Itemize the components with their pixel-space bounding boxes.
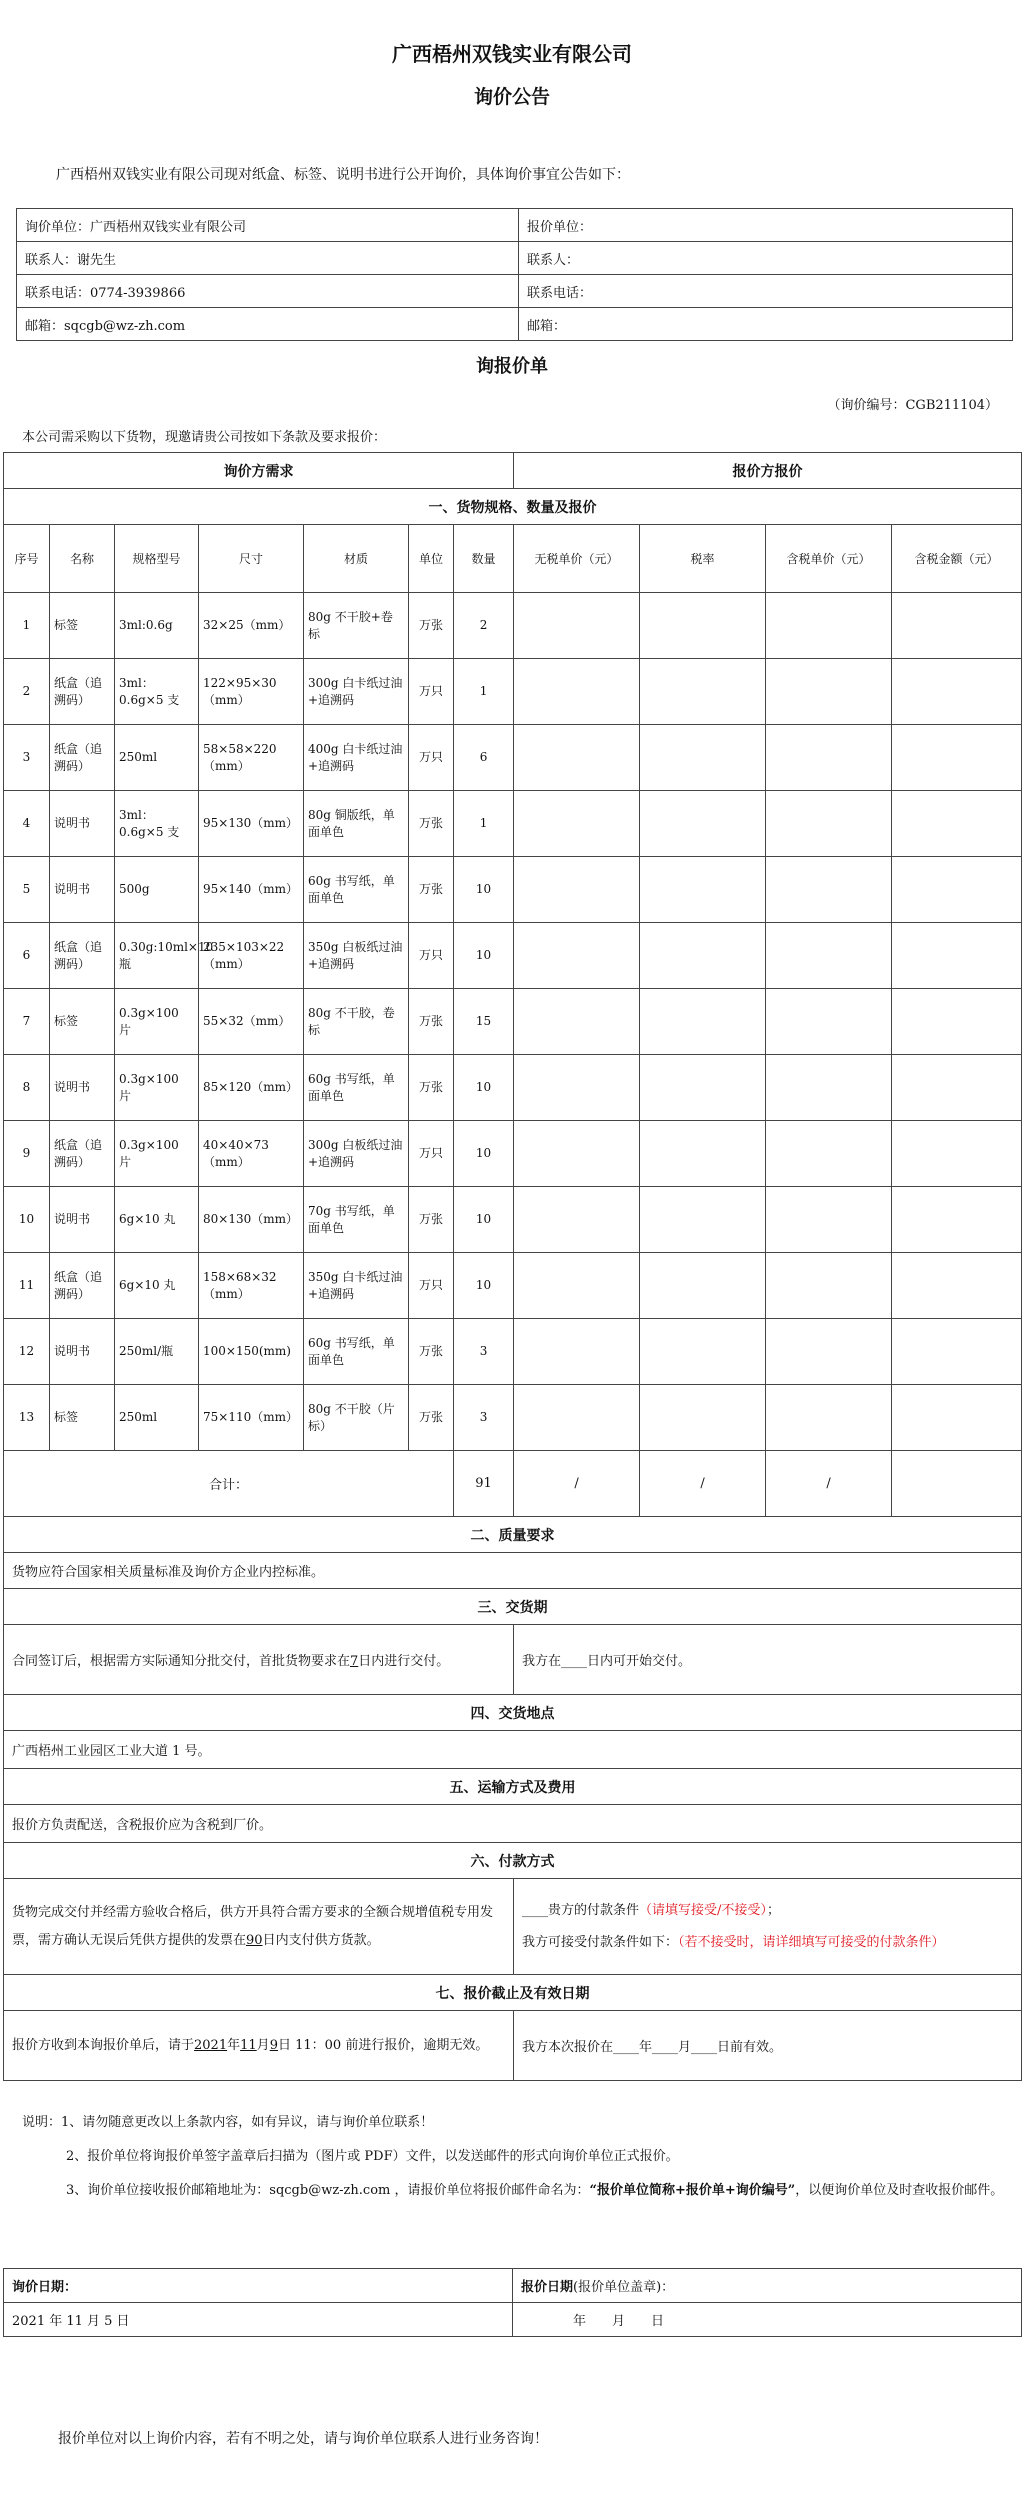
offer-date-label (513, 2269, 1022, 2303)
cell-tax-rate[interactable] (640, 1319, 766, 1385)
cell-no: 1 (4, 593, 50, 659)
deadline-text-b: 日 11：00 前进行报价，逾期无效。 (277, 2037, 489, 2053)
cell-name: 纸盒（追溯码） (50, 1121, 115, 1187)
cell-price-with-tax[interactable] (766, 1121, 892, 1187)
cell-name: 说明书 (50, 1319, 115, 1385)
cell-price-with-tax[interactable] (766, 791, 892, 857)
cell-price-no-tax[interactable] (514, 989, 640, 1055)
cell-tax-rate[interactable] (640, 923, 766, 989)
delivery-demand (4, 1625, 514, 1695)
section-2-title: 二、质量要求 (4, 1517, 1022, 1553)
cell-amount-with-tax[interactable] (892, 1253, 1022, 1319)
email-right[interactable]: 邮箱： (519, 308, 1013, 341)
inquiry-date-value: 2021 年 11 月 5 日 (4, 2303, 513, 2337)
col-header: 规格型号 (115, 525, 199, 593)
delivery-text-b: 日内进行交付。 (358, 1654, 450, 1669)
cell-size: 100×150(mm) (199, 1319, 304, 1385)
cell-price-no-tax[interactable] (514, 791, 640, 857)
table-row (4, 1385, 1022, 1451)
cell-amount-with-tax[interactable] (892, 1055, 1022, 1121)
cell-tax-rate[interactable] (640, 1385, 766, 1451)
cell-price-with-tax[interactable] (766, 1187, 892, 1253)
total-slash-2: / (640, 1451, 766, 1517)
cell-price-no-tax[interactable] (514, 725, 640, 791)
col-header: 无税单价（元） (514, 525, 640, 593)
note-3-a: 3、询价单位接收报价邮箱地址为：sqcgb@wz-zh.com ，请报价单位将报价邮件命名为： (66, 2183, 590, 2198)
cell-material: 60g 书写纸，单面单色 (304, 1055, 409, 1121)
table-row (4, 1319, 1022, 1385)
table-row (4, 857, 1022, 923)
contact-right[interactable]: 联系人： (519, 242, 1013, 275)
cell-price-with-tax[interactable] (766, 1385, 892, 1451)
phone-right[interactable]: 联系电话： (519, 275, 1013, 308)
delivery-days: 7 (350, 1654, 359, 1669)
cell-spec: 250ml (115, 1385, 199, 1451)
cell-tax-rate[interactable] (640, 791, 766, 857)
cell-material: 70g 书写纸，单面单色 (304, 1187, 409, 1253)
col-header: 单位 (409, 525, 454, 593)
cell-qty: 10 (454, 1121, 514, 1187)
cell-spec: 3ml:0.6g (115, 593, 199, 659)
lead-text: 本公司需采购以下货物，现邀请贵公司按如下条款及要求报价： (22, 430, 387, 445)
demand-header: 询价方需求 (4, 453, 514, 489)
section-3-title: 三、交货期 (4, 1589, 1022, 1625)
cell-spec: 6g×10 丸 (115, 1253, 199, 1319)
cell-unit: 万张 (409, 1385, 454, 1451)
cell-price-no-tax[interactable] (514, 857, 640, 923)
cell-size: 75×110（mm） (199, 1385, 304, 1451)
cell-unit: 万只 (409, 1121, 454, 1187)
payment-offer[interactable] (514, 1879, 1022, 1975)
cell-name: 标签 (50, 989, 115, 1055)
item-rows (4, 593, 1022, 1451)
cell-spec: 0.3g×100 片 (115, 989, 199, 1055)
cell-unit: 万张 (409, 857, 454, 923)
cell-spec: 0.3g×100 片 (115, 1121, 199, 1187)
payment-offer-line-1 (522, 1895, 1017, 1927)
cell-size: 32×25（mm） (199, 593, 304, 659)
cell-size: 158×68×32（mm） (199, 1253, 304, 1319)
cell-spec: 0.30g:10ml×10 瓶 (115, 923, 199, 989)
col-header: 含税单价（元） (766, 525, 892, 593)
total-amount[interactable] (892, 1451, 1022, 1517)
cell-name: 纸盒（追溯码） (50, 1253, 115, 1319)
cell-size: 95×140（mm） (199, 857, 304, 923)
cell-tax-rate[interactable] (640, 1055, 766, 1121)
notes (22, 2112, 1012, 2214)
table-row (4, 1055, 1022, 1121)
col-header: 名称 (50, 525, 115, 593)
cell-spec: 3ml：0.6g×5 支 (115, 659, 199, 725)
offer-date-note: (报价单位盖章)： (573, 2280, 675, 2295)
cell-no: 2 (4, 659, 50, 725)
section-6-title: 六、付款方式 (4, 1843, 1022, 1879)
cell-no: 6 (4, 923, 50, 989)
cell-tax-rate[interactable] (640, 593, 766, 659)
cell-name: 标签 (50, 593, 115, 659)
cell-name: 纸盒（追溯码） (50, 659, 115, 725)
cell-tax-rate[interactable] (640, 857, 766, 923)
cell-tax-rate[interactable] (640, 1121, 766, 1187)
email-left: 邮箱：sqcgb@wz-zh.com (17, 308, 519, 341)
contact-left: 联系人：谢先生 (17, 242, 519, 275)
cell-material: 60g 书写纸，单面单色 (304, 857, 409, 923)
inquirer-cell: 询价单位：广西梧州双钱实业有限公司 (17, 209, 519, 242)
cell-no: 10 (4, 1187, 50, 1253)
cell-amount-with-tax[interactable] (892, 791, 1022, 857)
cell-name: 说明书 (50, 1187, 115, 1253)
cell-no: 11 (4, 1253, 50, 1319)
col-header: 材质 (304, 525, 409, 593)
cell-material: 350g 白卡纸过油+追溯码 (304, 1253, 409, 1319)
cell-qty: 3 (454, 1319, 514, 1385)
cell-amount-with-tax[interactable] (892, 1385, 1022, 1451)
cell-material: 80g 铜版纸，单面单色 (304, 791, 409, 857)
cell-tax-rate[interactable] (640, 1253, 766, 1319)
deadline-year-unit: 年 (227, 2037, 241, 2053)
cell-no: 9 (4, 1121, 50, 1187)
cell-price-with-tax[interactable] (766, 923, 892, 989)
payment-days: 90 (246, 1932, 263, 1948)
cell-price-no-tax[interactable] (514, 1187, 640, 1253)
cell-price-with-tax[interactable] (766, 593, 892, 659)
cell-qty: 2 (454, 593, 514, 659)
cell-price-no-tax[interactable] (514, 1055, 640, 1121)
cell-material: 80g 不干胶（片标） (304, 1385, 409, 1451)
cell-material: 350g 白板纸过油+追溯码 (304, 923, 409, 989)
cell-no: 4 (4, 791, 50, 857)
cell-material: 400g 白卡纸过油+追溯码 (304, 725, 409, 791)
cell-price-with-tax[interactable] (766, 725, 892, 791)
inquiry-date-label: 询价日期： (4, 2269, 513, 2303)
quote-number: （询价编号：CGB211104） (827, 398, 998, 413)
payment-demand (4, 1879, 514, 1975)
cell-name: 纸盒（追溯码） (50, 923, 115, 989)
cell-unit: 万只 (409, 659, 454, 725)
table-row (4, 593, 1022, 659)
payment-text-a: 货物完成交付并经需方验收合格后，供方开具符合需方要求的全额合规增值税专用发票，需方确认无误后凭供方提供的发票在 (12, 1904, 494, 1948)
company-title: 广西梧州双钱实业有限公司 (392, 42, 632, 66)
offer-header: 报价方报价 (514, 453, 1022, 489)
cell-tax-rate[interactable] (640, 659, 766, 725)
cell-amount-with-tax[interactable] (892, 1187, 1022, 1253)
notice-title: 询价公告 (473, 86, 550, 108)
cell-spec: 250ml/瓶 (115, 1319, 199, 1385)
cell-price-no-tax[interactable] (514, 1253, 640, 1319)
cell-price-no-tax[interactable] (514, 923, 640, 989)
section-4-title: 四、交货地点 (4, 1695, 1022, 1731)
col-header: 含税金额（元） (892, 525, 1022, 593)
cell-qty: 10 (454, 923, 514, 989)
delivery-text-a: 合同签订后，根据需方实际通知分批交付，首批货物要求在 (12, 1654, 351, 1669)
cell-name: 说明书 (50, 791, 115, 857)
payment-offer-2: 我方可接受付款条件如下： (522, 1934, 679, 1950)
table-row (4, 1121, 1022, 1187)
deadline-month: 11 (240, 2037, 257, 2053)
cell-unit: 万张 (409, 1187, 454, 1253)
deadline-text (4, 2011, 514, 2081)
deadline-text-a: 报价方收到本询报价单后，请于 (12, 2037, 195, 2053)
cell-price-with-tax[interactable] (766, 1319, 892, 1385)
cell-amount-with-tax[interactable] (892, 989, 1022, 1055)
col-header: 数量 (454, 525, 514, 593)
cell-spec: 250ml (115, 725, 199, 791)
cell-amount-with-tax[interactable] (892, 659, 1022, 725)
cell-amount-with-tax[interactable] (892, 1121, 1022, 1187)
cell-qty: 3 (454, 1385, 514, 1451)
cell-no: 3 (4, 725, 50, 791)
col-header: 序号 (4, 525, 50, 593)
deadline-year: 2021 (194, 2037, 228, 2053)
cell-name: 纸盒（追溯码） (50, 725, 115, 791)
quote-sheet-title: 询报价单 (476, 356, 548, 377)
cell-price-with-tax[interactable] (766, 1055, 892, 1121)
total-slash-1: / (514, 1451, 640, 1517)
section-1-title: 一、货物规格、数量及报价 (4, 489, 1022, 525)
table-row (4, 989, 1022, 1055)
cell-unit: 万张 (409, 989, 454, 1055)
cell-amount-with-tax[interactable] (892, 857, 1022, 923)
place-text: 广西梧州工业园区工业大道 1 号。 (4, 1731, 1022, 1769)
table-row (4, 1187, 1022, 1253)
payment-offer-1-hint: （请填写接受/不接受） (639, 1902, 767, 1918)
table-row (4, 725, 1022, 791)
cell-qty: 10 (454, 1055, 514, 1121)
payment-offer-line-2 (522, 1927, 1017, 1959)
cell-size: 95×130（mm） (199, 791, 304, 857)
cell-price-with-tax[interactable] (766, 989, 892, 1055)
transport-text: 报价方负责配送，含税报价应为含税到厂价。 (4, 1805, 1022, 1843)
payment-offer-1: ____贵方的付款条件 (522, 1902, 640, 1918)
cell-no: 8 (4, 1055, 50, 1121)
note-2: 2、报价单位将询报价单签字盖章后扫描为（图片或 PDF）文件，以发送邮件的形式向询价单位正式报价。 (66, 2149, 679, 2164)
cell-price-no-tax[interactable] (514, 1121, 640, 1187)
cell-price-with-tax[interactable] (766, 659, 892, 725)
cell-qty: 1 (454, 791, 514, 857)
cell-spec: 3ml：0.6g×5 支 (115, 791, 199, 857)
cell-spec: 6g×10 丸 (115, 1187, 199, 1253)
cell-spec: 0.3g×100 片 (115, 1055, 199, 1121)
cell-price-no-tax[interactable] (514, 593, 640, 659)
cell-amount-with-tax[interactable] (892, 593, 1022, 659)
table-row (4, 923, 1022, 989)
cell-price-with-tax[interactable] (766, 1253, 892, 1319)
cell-size: 40×40×73（mm） (199, 1121, 304, 1187)
cell-qty: 10 (454, 1187, 514, 1253)
date-table (3, 2268, 1022, 2337)
cell-size: 58×58×220（mm） (199, 725, 304, 791)
quoter-cell[interactable]: 报价单位： (519, 209, 1013, 242)
cell-amount-with-tax[interactable] (892, 725, 1022, 791)
cell-material: 60g 书写纸，单面单色 (304, 1319, 409, 1385)
cell-no: 12 (4, 1319, 50, 1385)
cell-price-with-tax[interactable] (766, 857, 892, 923)
total-slash-3: / (766, 1451, 892, 1517)
cell-price-no-tax[interactable] (514, 1319, 640, 1385)
section-7-title: 七、报价截止及有效日期 (4, 1975, 1022, 2011)
cell-unit: 万张 (409, 1055, 454, 1121)
cell-name: 说明书 (50, 857, 115, 923)
cell-unit: 万只 (409, 725, 454, 791)
cell-unit: 万张 (409, 593, 454, 659)
cell-size: 122×95×30（mm） (199, 659, 304, 725)
offer-date-label-text: 报价日期 (521, 2280, 574, 2295)
cell-amount-with-tax[interactable] (892, 1319, 1022, 1385)
offer-date-value[interactable]: 年 月 日 (513, 2303, 1022, 2337)
cell-unit: 万张 (409, 1319, 454, 1385)
note-3-b: “报价单位简称+报价单+询价编号” (589, 2183, 796, 2198)
cell-no: 7 (4, 989, 50, 1055)
table-row (4, 659, 1022, 725)
column-header-row (4, 525, 1022, 593)
cell-price-no-tax[interactable] (514, 659, 640, 725)
cell-spec: 500g (115, 857, 199, 923)
note-1: 说明：1、请勿随意更改以上条款内容，如有异议，请与询价单位联系！ (22, 2115, 434, 2130)
cell-unit: 万张 (409, 791, 454, 857)
cell-unit: 万只 (409, 1253, 454, 1319)
cell-no: 5 (4, 857, 50, 923)
cell-tax-rate[interactable] (640, 1187, 766, 1253)
table-row (4, 1253, 1022, 1319)
cell-qty: 6 (454, 725, 514, 791)
col-header: 尺寸 (199, 525, 304, 593)
deadline-month-unit: 月 (256, 2037, 270, 2053)
cell-amount-with-tax[interactable] (892, 923, 1022, 989)
cell-size: 85×120（mm） (199, 1055, 304, 1121)
contact-info-table (16, 208, 1013, 341)
note-3 (22, 2180, 1012, 2202)
cell-qty: 10 (454, 1253, 514, 1319)
section-5-title: 五、运输方式及费用 (4, 1769, 1022, 1805)
deadline-day: 9 (269, 2037, 278, 2053)
cell-tax-rate[interactable] (640, 725, 766, 791)
phone-left: 联系电话：0774-3939866 (17, 275, 519, 308)
delivery-offer[interactable]: 我方在____日内可开始交付。 (514, 1625, 1022, 1695)
cell-qty: 1 (454, 659, 514, 725)
cell-name: 标签 (50, 1385, 115, 1451)
cell-price-no-tax[interactable] (514, 1385, 640, 1451)
total-qty: 91 (454, 1451, 514, 1517)
table-row (4, 791, 1022, 857)
note-3-c: ，以便询价单位及时查收报价邮件。 (795, 2183, 1004, 2198)
col-header: 税率 (640, 525, 766, 593)
payment-offer-2-hint: （若不接受时，请详细填写可接受的付款条件） (678, 1934, 945, 1950)
cell-no: 13 (4, 1385, 50, 1451)
cell-material: 300g 白卡纸过油+追溯码 (304, 659, 409, 725)
payment-text-b: 日内支付供方货款。 (262, 1932, 380, 1948)
cell-size: 55×32（mm） (199, 989, 304, 1055)
cell-material: 80g 不干胶，卷标 (304, 989, 409, 1055)
cell-qty: 15 (454, 989, 514, 1055)
cell-qty: 10 (454, 857, 514, 923)
footer-text: 报价单位对以上询价内容，若有不明之处，请与询价单位联系人进行业务咨询！ (58, 2431, 548, 2447)
total-label: 合计： (4, 1451, 454, 1517)
quality-text: 货物应符合国家相关质量标准及询价方企业内控标准。 (4, 1553, 1022, 1589)
validity-offer[interactable]: 我方本次报价在____年____月____日前有效。 (514, 2011, 1022, 2081)
payment-offer-1-end: ； (766, 1902, 780, 1918)
cell-unit: 万只 (409, 923, 454, 989)
cell-tax-rate[interactable] (640, 989, 766, 1055)
cell-material: 300g 白板纸过油+追溯码 (304, 1121, 409, 1187)
quote-table (3, 452, 1022, 2081)
cell-material: 80g 不干胶+卷标 (304, 593, 409, 659)
cell-size: 235×103×22（mm） (199, 923, 304, 989)
cell-size: 80×130（mm） (199, 1187, 304, 1253)
cell-name: 说明书 (50, 1055, 115, 1121)
intro-text: 广西梧州双钱实业有限公司现对纸盒、标签、说明书进行公开询价，具体询价事宜公告如下： (56, 167, 630, 183)
